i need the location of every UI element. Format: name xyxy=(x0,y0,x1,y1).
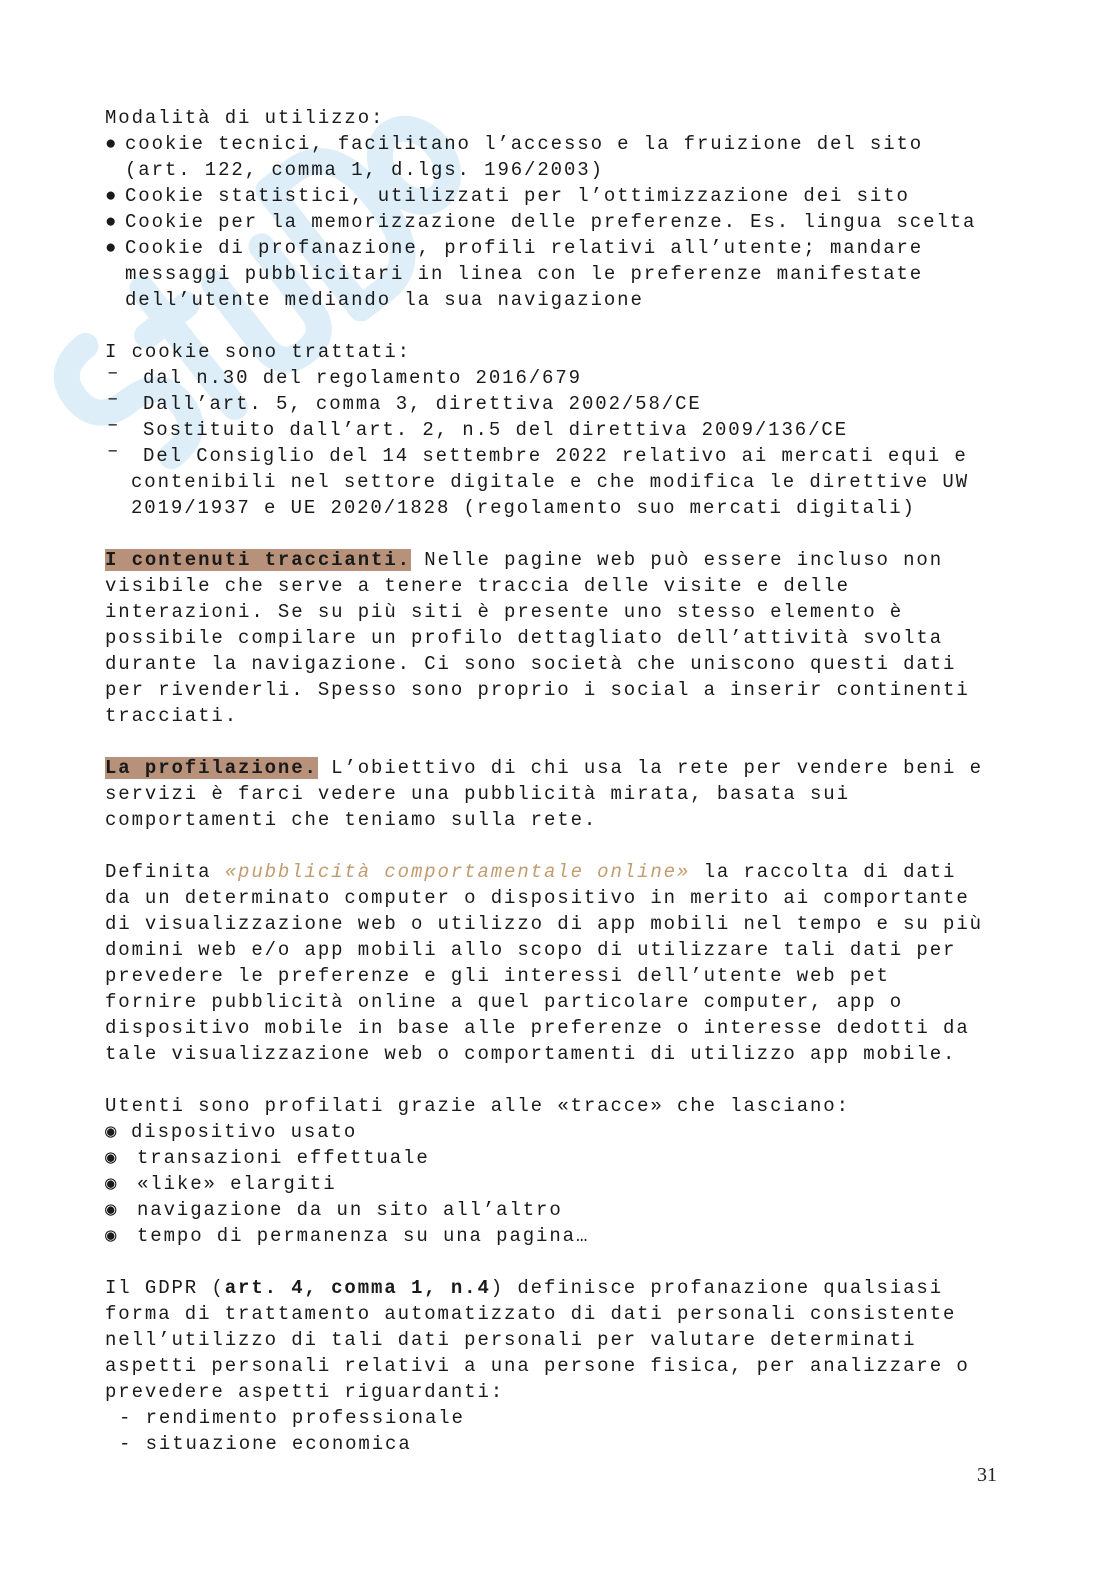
text-line xyxy=(105,677,1005,703)
plain-text: L’obiettivo di chi usa la rete per vendere beni e xyxy=(317,757,983,779)
line-text: Dall’art. 5, comma 3, direttiva 2002/58/CE xyxy=(143,393,702,415)
line-text: tempo di permanenza su una pagina… xyxy=(137,1225,590,1247)
highlight-text: La profilazione. xyxy=(105,757,318,779)
plain-text: la raccolta di dati xyxy=(690,861,957,883)
text-line xyxy=(105,1145,1005,1171)
line-text: dispositivo usato xyxy=(131,1121,358,1143)
text-line xyxy=(105,859,1005,885)
line-text: tracciati. xyxy=(105,705,239,727)
line-text: transazioni effettuale xyxy=(137,1147,430,1169)
line-text: contenibili nel settore digitale e che modifica le direttive UW xyxy=(131,471,970,493)
dash-bullet-icon: – xyxy=(107,440,121,462)
line-text: prevedere aspetti riguardanti: xyxy=(105,1381,505,1403)
radio-bullet-icon: ◉ xyxy=(105,1147,119,1169)
line-text: Modalità di utilizzo: xyxy=(105,107,385,129)
text-line xyxy=(105,599,1005,625)
line-text: Cookie per la memorizzazione delle preferenze. Es. lingua scelta xyxy=(125,211,977,233)
line-content xyxy=(105,757,983,779)
text-line xyxy=(105,885,1005,911)
dash-bullet-icon: – xyxy=(107,388,121,410)
text-line xyxy=(105,440,1005,469)
line-text: dispositivo mobile in base alle preferenze o interesse dedotti da xyxy=(105,1017,970,1039)
text-line xyxy=(105,1405,1005,1431)
blank-line xyxy=(105,521,1005,547)
text-line xyxy=(105,131,1005,157)
line-text: dal n.30 del regolamento 2016/679 xyxy=(143,367,582,389)
line-text: domini web e/o app mobili allo scopo di utilizzare tali dati per xyxy=(105,939,957,961)
radio-bullet-icon: ◉ xyxy=(105,1199,119,1221)
text-line xyxy=(105,261,1005,287)
blank-line xyxy=(105,833,1005,859)
text-line xyxy=(105,1431,1005,1457)
line-text: Cookie statistici, utilizzati per l’ottimizzazione dei sito xyxy=(125,185,910,207)
radio-bullet-icon: ◉ xyxy=(105,1121,119,1143)
line-text: fornire pubblicità online a quel particolare computer, app o xyxy=(105,991,904,1013)
text-line xyxy=(105,755,1005,781)
text-line xyxy=(105,1093,1005,1119)
text-line xyxy=(105,1327,1005,1353)
bold-text: art. 4, comma 1, n.4 xyxy=(224,1277,491,1299)
bullet-icon: ● xyxy=(105,237,119,259)
dash-bullet-icon: – xyxy=(107,414,121,436)
text-line xyxy=(105,105,1005,131)
text-line xyxy=(105,989,1005,1015)
line-text: Cookie di profanazione, profili relativi all’utente; mandare xyxy=(125,237,924,259)
line-content xyxy=(105,1277,943,1299)
text-line xyxy=(105,911,1005,937)
line-text: Del Consiglio del 14 settembre 2022 relativo ai mercati equi e xyxy=(143,445,968,467)
text-line xyxy=(105,1015,1005,1041)
text-line xyxy=(105,183,1005,209)
text-line xyxy=(105,703,1005,729)
line-content xyxy=(105,549,943,571)
line-text: servizi è farci vedere una pubblicità mirata, basata sui xyxy=(105,783,850,805)
line-text: nell’utilizzo di tali dati personali per valutare determinati xyxy=(105,1329,917,1351)
text-line xyxy=(105,1379,1005,1405)
blank-line xyxy=(105,1249,1005,1275)
line-text: forma di trattamento automatizzato di dati personali consistente xyxy=(105,1303,957,1325)
line-text: per rivenderli. Spesso sono proprio i social a inserir continenti xyxy=(105,679,970,701)
radio-bullet-icon: ◉ xyxy=(105,1173,119,1195)
text-line xyxy=(105,362,1005,391)
line-text: navigazione da un sito all’altro xyxy=(137,1199,563,1221)
highlight-text: I contenuti traccianti. xyxy=(105,549,411,571)
line-text: aspetti personali relativi a una persone fisica, per analizzare o xyxy=(105,1355,970,1377)
text-line xyxy=(105,963,1005,989)
text-line xyxy=(105,339,1005,365)
text-line xyxy=(105,287,1005,313)
italic-text: «pubblicità comportamentale online» xyxy=(224,861,691,883)
text-line xyxy=(105,495,1005,521)
text-line xyxy=(105,937,1005,963)
text-line xyxy=(105,1197,1005,1223)
line-text: durante la navigazione. Ci sono società che uniscono questi dati xyxy=(105,653,957,675)
line-text: «like» elargiti xyxy=(137,1173,337,1195)
text-line xyxy=(105,1301,1005,1327)
text-line xyxy=(105,1275,1005,1301)
plain-text: Il GDPR ( xyxy=(105,1277,225,1299)
text-line xyxy=(105,651,1005,677)
line-text: possibile compilare un profilo dettagliato dell’attività svolta xyxy=(105,627,944,649)
line-text: I cookie sono trattati: xyxy=(105,341,411,363)
text-line xyxy=(105,781,1005,807)
line-text: Utenti sono profilati grazie alle «tracce» che lasciano: xyxy=(105,1095,850,1117)
text-line xyxy=(105,469,1005,495)
text-line xyxy=(105,807,1005,833)
line-text: di visualizzazione web o utilizzo di app mobili nel tempo e su più xyxy=(105,913,983,935)
text-line xyxy=(105,1353,1005,1379)
bullet-icon: ● xyxy=(105,211,119,233)
line-text: prevedere le preferenze e gli interessi dell’utente web pet xyxy=(105,965,890,987)
page-number: 31 xyxy=(977,1464,997,1486)
line-text: interazioni. Se su più siti è presente uno stesso elemento è xyxy=(105,601,904,623)
text-line xyxy=(105,157,1005,183)
line-text: - situazione economica xyxy=(119,1433,412,1455)
text-line xyxy=(105,209,1005,235)
line-text: dell’utente mediando la sua navigazione xyxy=(125,289,644,311)
line-text: tale visualizzazione web o comportamenti di utilizzo app mobile. xyxy=(105,1043,957,1065)
text-line xyxy=(105,1171,1005,1197)
bullet-icon: ● xyxy=(105,133,119,155)
blank-line xyxy=(105,729,1005,755)
text-line xyxy=(105,388,1005,417)
plain-text: Nelle pagine web può essere incluso non xyxy=(410,549,944,571)
line-text: visibile che serve a tenere traccia delle visite e delle xyxy=(105,575,850,597)
document-body xyxy=(105,105,1005,1457)
line-text: messaggi pubblicitari in linea con le preferenze manifestate xyxy=(125,263,924,285)
blank-line xyxy=(105,1067,1005,1093)
line-text: - rendimento professionale xyxy=(119,1407,465,1429)
text-line xyxy=(105,573,1005,599)
plain-text: Definita xyxy=(105,861,225,883)
text-line xyxy=(105,547,1005,573)
text-line xyxy=(105,625,1005,651)
text-line xyxy=(105,1223,1005,1249)
radio-bullet-icon: ◉ xyxy=(105,1225,119,1247)
line-text: comportamenti che teniamo sulla rete. xyxy=(105,809,598,831)
line-text: (art. 122, comma 1, d.lgs. 196/2003) xyxy=(125,159,604,181)
line-text: cookie tecnici, facilitano l’accesso e la fruizione del sito xyxy=(125,133,924,155)
line-text: 2019/1937 e UE 2020/1828 (regolamento suo mercati digitali) xyxy=(131,497,916,519)
text-line xyxy=(105,1041,1005,1067)
line-content xyxy=(105,861,956,883)
text-line xyxy=(105,1119,1005,1145)
text-line xyxy=(105,414,1005,443)
blank-line xyxy=(105,313,1005,339)
text-line xyxy=(105,235,1005,261)
plain-text: ) definisce profanazione qualsiasi xyxy=(490,1277,944,1299)
line-text: Sostituito dall’art. 2, n.5 del direttiva 2009/136/CE xyxy=(143,419,848,441)
line-text: da un determinato computer o dispositivo in merito ai comportante xyxy=(105,887,970,909)
bullet-icon: ● xyxy=(105,185,119,207)
dash-bullet-icon: – xyxy=(107,362,121,384)
